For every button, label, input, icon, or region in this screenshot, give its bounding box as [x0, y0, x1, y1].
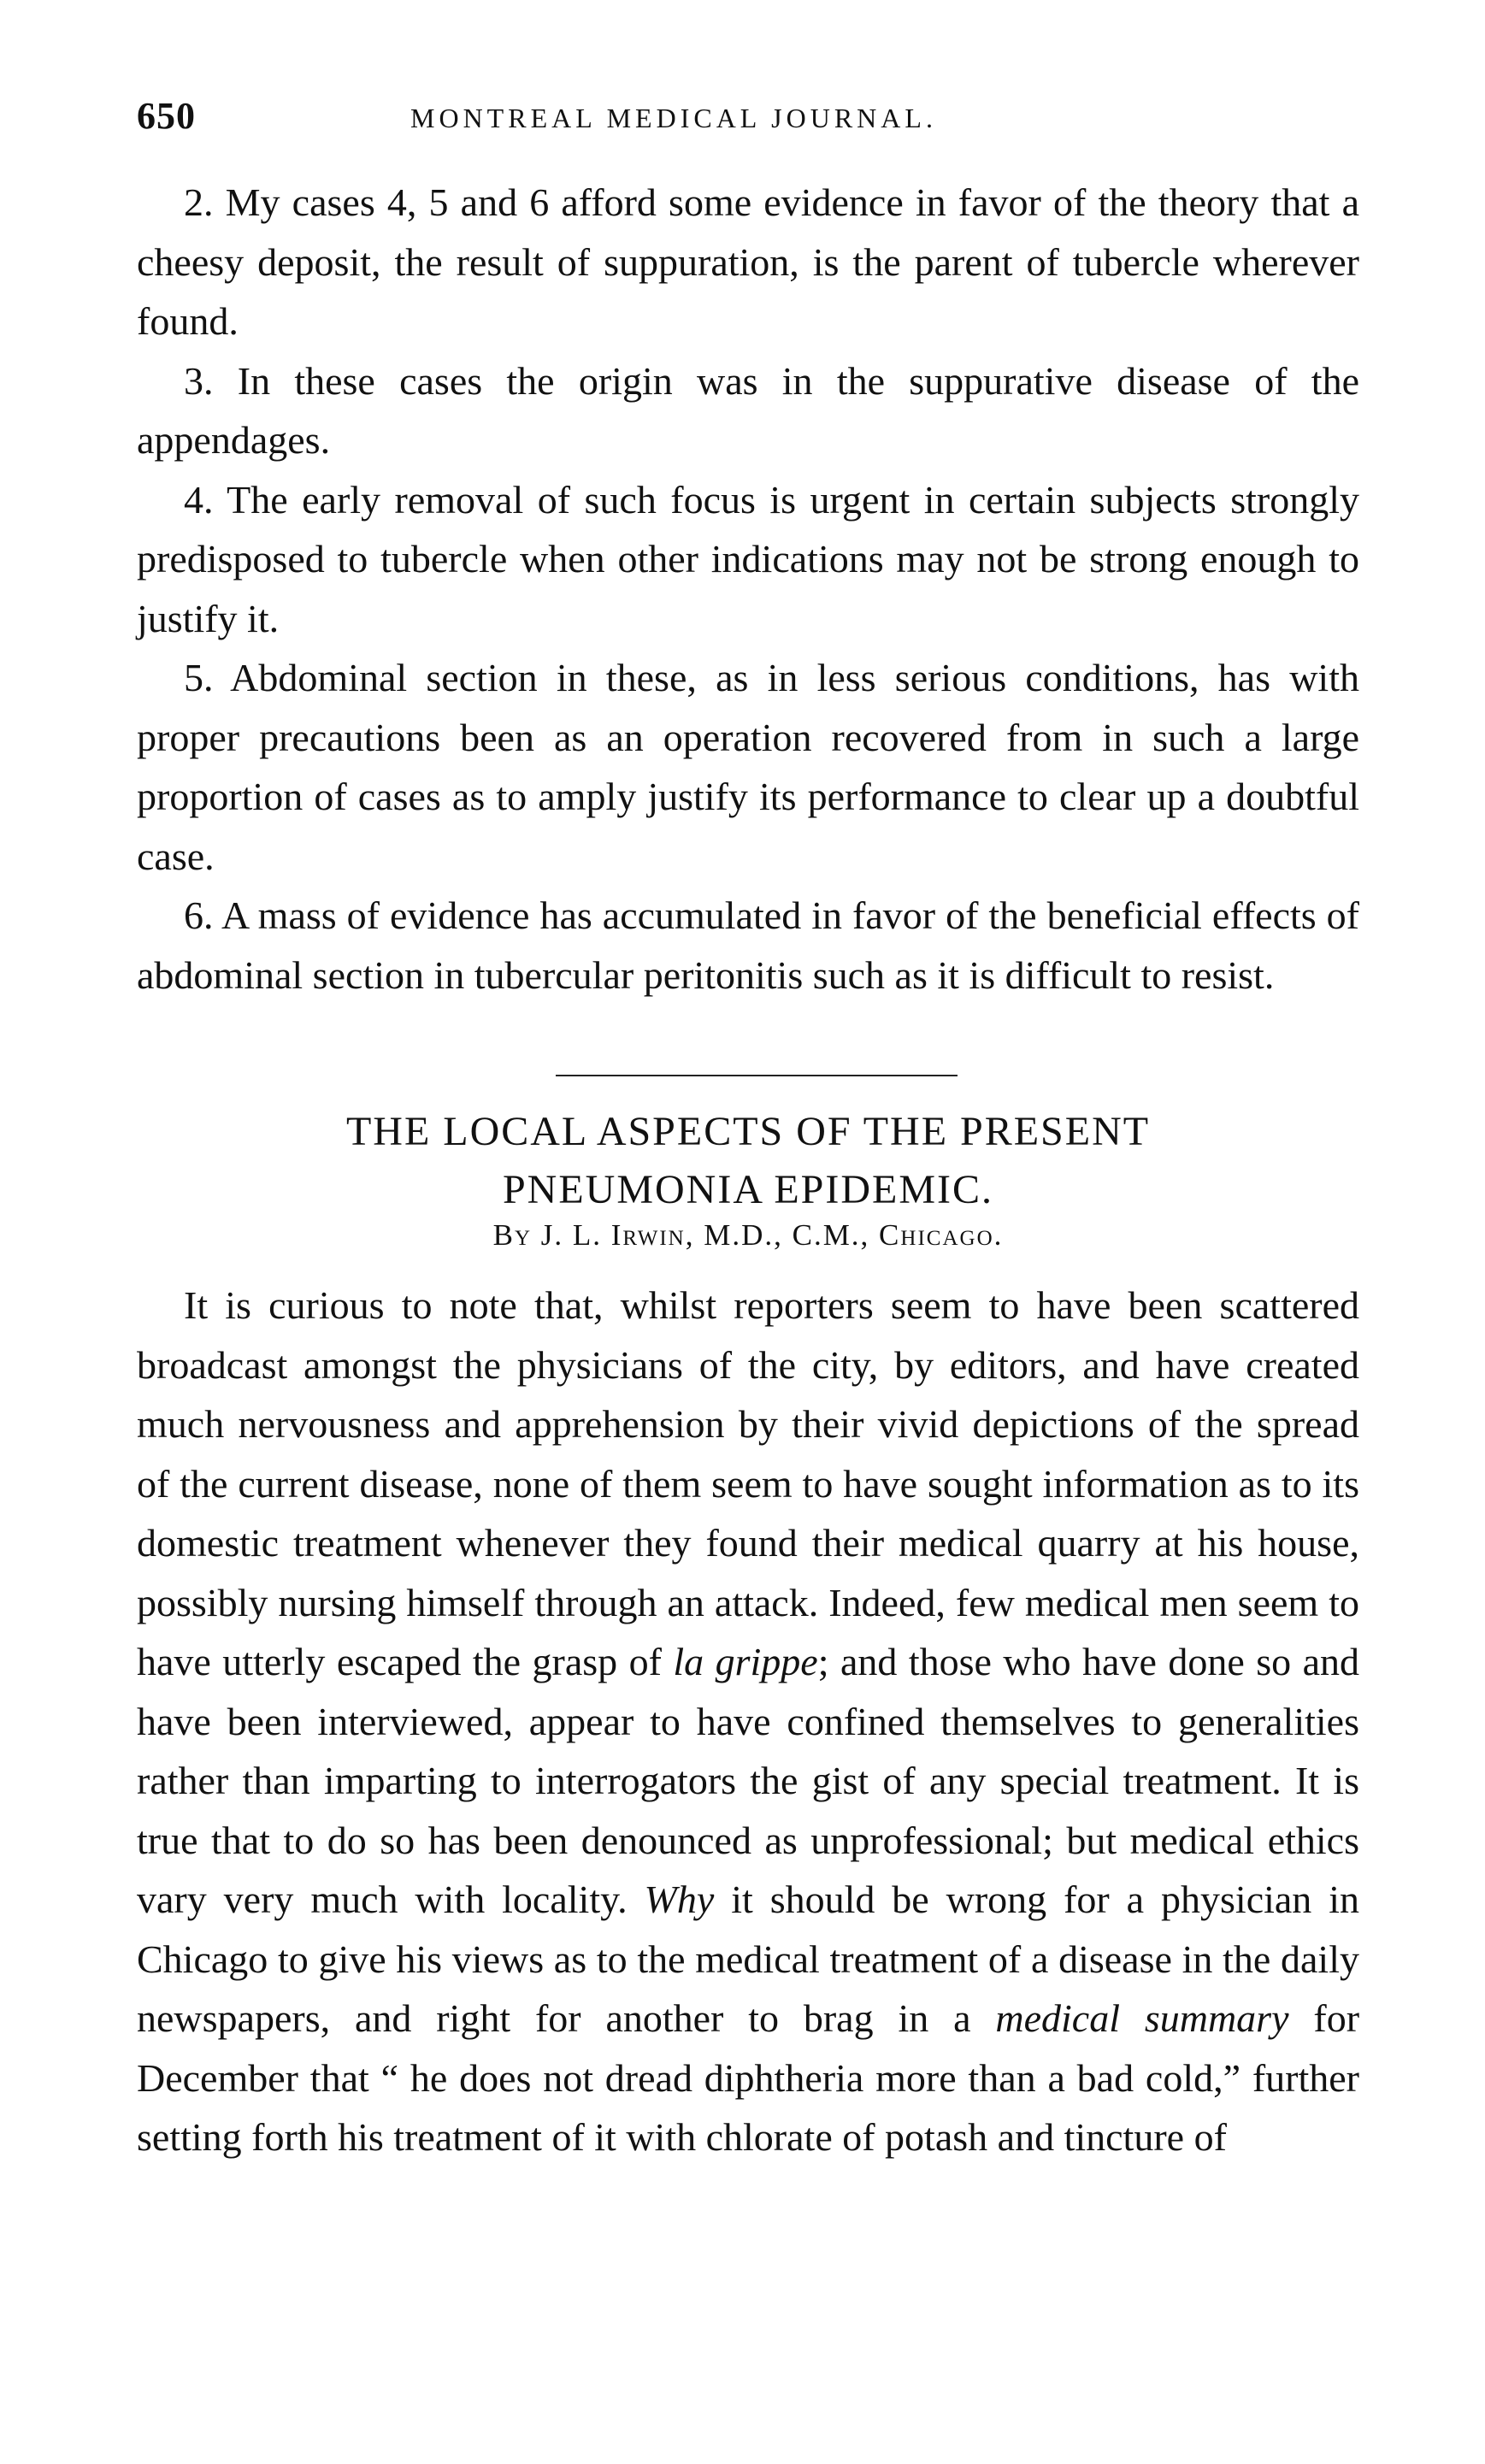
page-number: 650 — [137, 95, 196, 137]
list-item: 3. In these cases the origin was in the suppurative disease of the appendages. — [137, 358, 1359, 462]
paragraph-text: It is curious to note that, whilst reporters seem to have been scattered broadcast amongst the physicians of the city, by editors, and have created much nervousness and apprehension by their vivid depictions of the spread of the current disease, none of them seem to have sought information as to its domestic treatment whenever they found their medical quarry at his house, possibly nursing himself through an attack. Indeed, few medical men seem to have utterly escaped the grasp of — [137, 1283, 1359, 1683]
italic-text: Why — [644, 1877, 715, 1921]
article-paragraph — [137, 1276, 1359, 2167]
article-title-line-2: PNEUMONIA EPIDEMIC. — [502, 1167, 993, 1212]
italic-text: la grippe — [673, 1640, 818, 1683]
list-item: 4. The early removal of such focus is urgent in certain subjects strongly predisposed to tubercle when other indications may not be strong enough to justify it. — [137, 477, 1359, 640]
section-divider — [556, 1075, 958, 1076]
list-item: 6. A mass of evidence has accumulated in favor of the beneficial effects of abdominal section in tubercular peritonitis such as it is difficult to resist. — [137, 893, 1359, 997]
author-byline: By J. L. Irwin, M.D., C.M., Chicago. — [492, 1218, 1004, 1252]
italic-text: medical summary — [995, 1996, 1289, 2040]
conclusions-list — [137, 173, 1359, 1005]
article-body — [137, 1276, 1359, 2167]
article-title-line-1: THE LOCAL ASPECTS OF THE PRESENT — [345, 1109, 1151, 1154]
running-title: MONTREAL MEDICAL JOURNAL. — [410, 103, 937, 133]
article-title — [137, 1103, 1359, 1219]
paragraph-text: ; and those who have done so and have been interviewed, appear to have confined themselves to generalities rather than imparting to interrogators the gist of any special treatment. It is true that to do so has been denounced as unprofessional; but medical ethics vary very much with locality. — [137, 1640, 1359, 1921]
paragraph-text: for December that “ he does not dread diphtheria more than a bad cold,” further setting forth his treatment of it with chlorate of potash and tincture of — [137, 1996, 1360, 2159]
list-item: 5. Abdominal section in these, as in less serious conditions, has with proper precautions been as an operation recovered from in such a large proportion of cases as to amply justify its performance to clear up a doubtful case. — [137, 656, 1359, 878]
paragraph-text: it should be wrong for a physician in Chicago to give his views as to the medical treatment of a disease in the daily newspapers, and right for another to brag in a — [137, 1877, 1360, 2040]
page-header — [137, 94, 1359, 145]
list-item: 2. My cases 4, 5 and 6 afford some evidence in favor of the theory that a cheesy deposit, the result of suppuration, is the parent of tubercle wherever found. — [137, 180, 1359, 343]
